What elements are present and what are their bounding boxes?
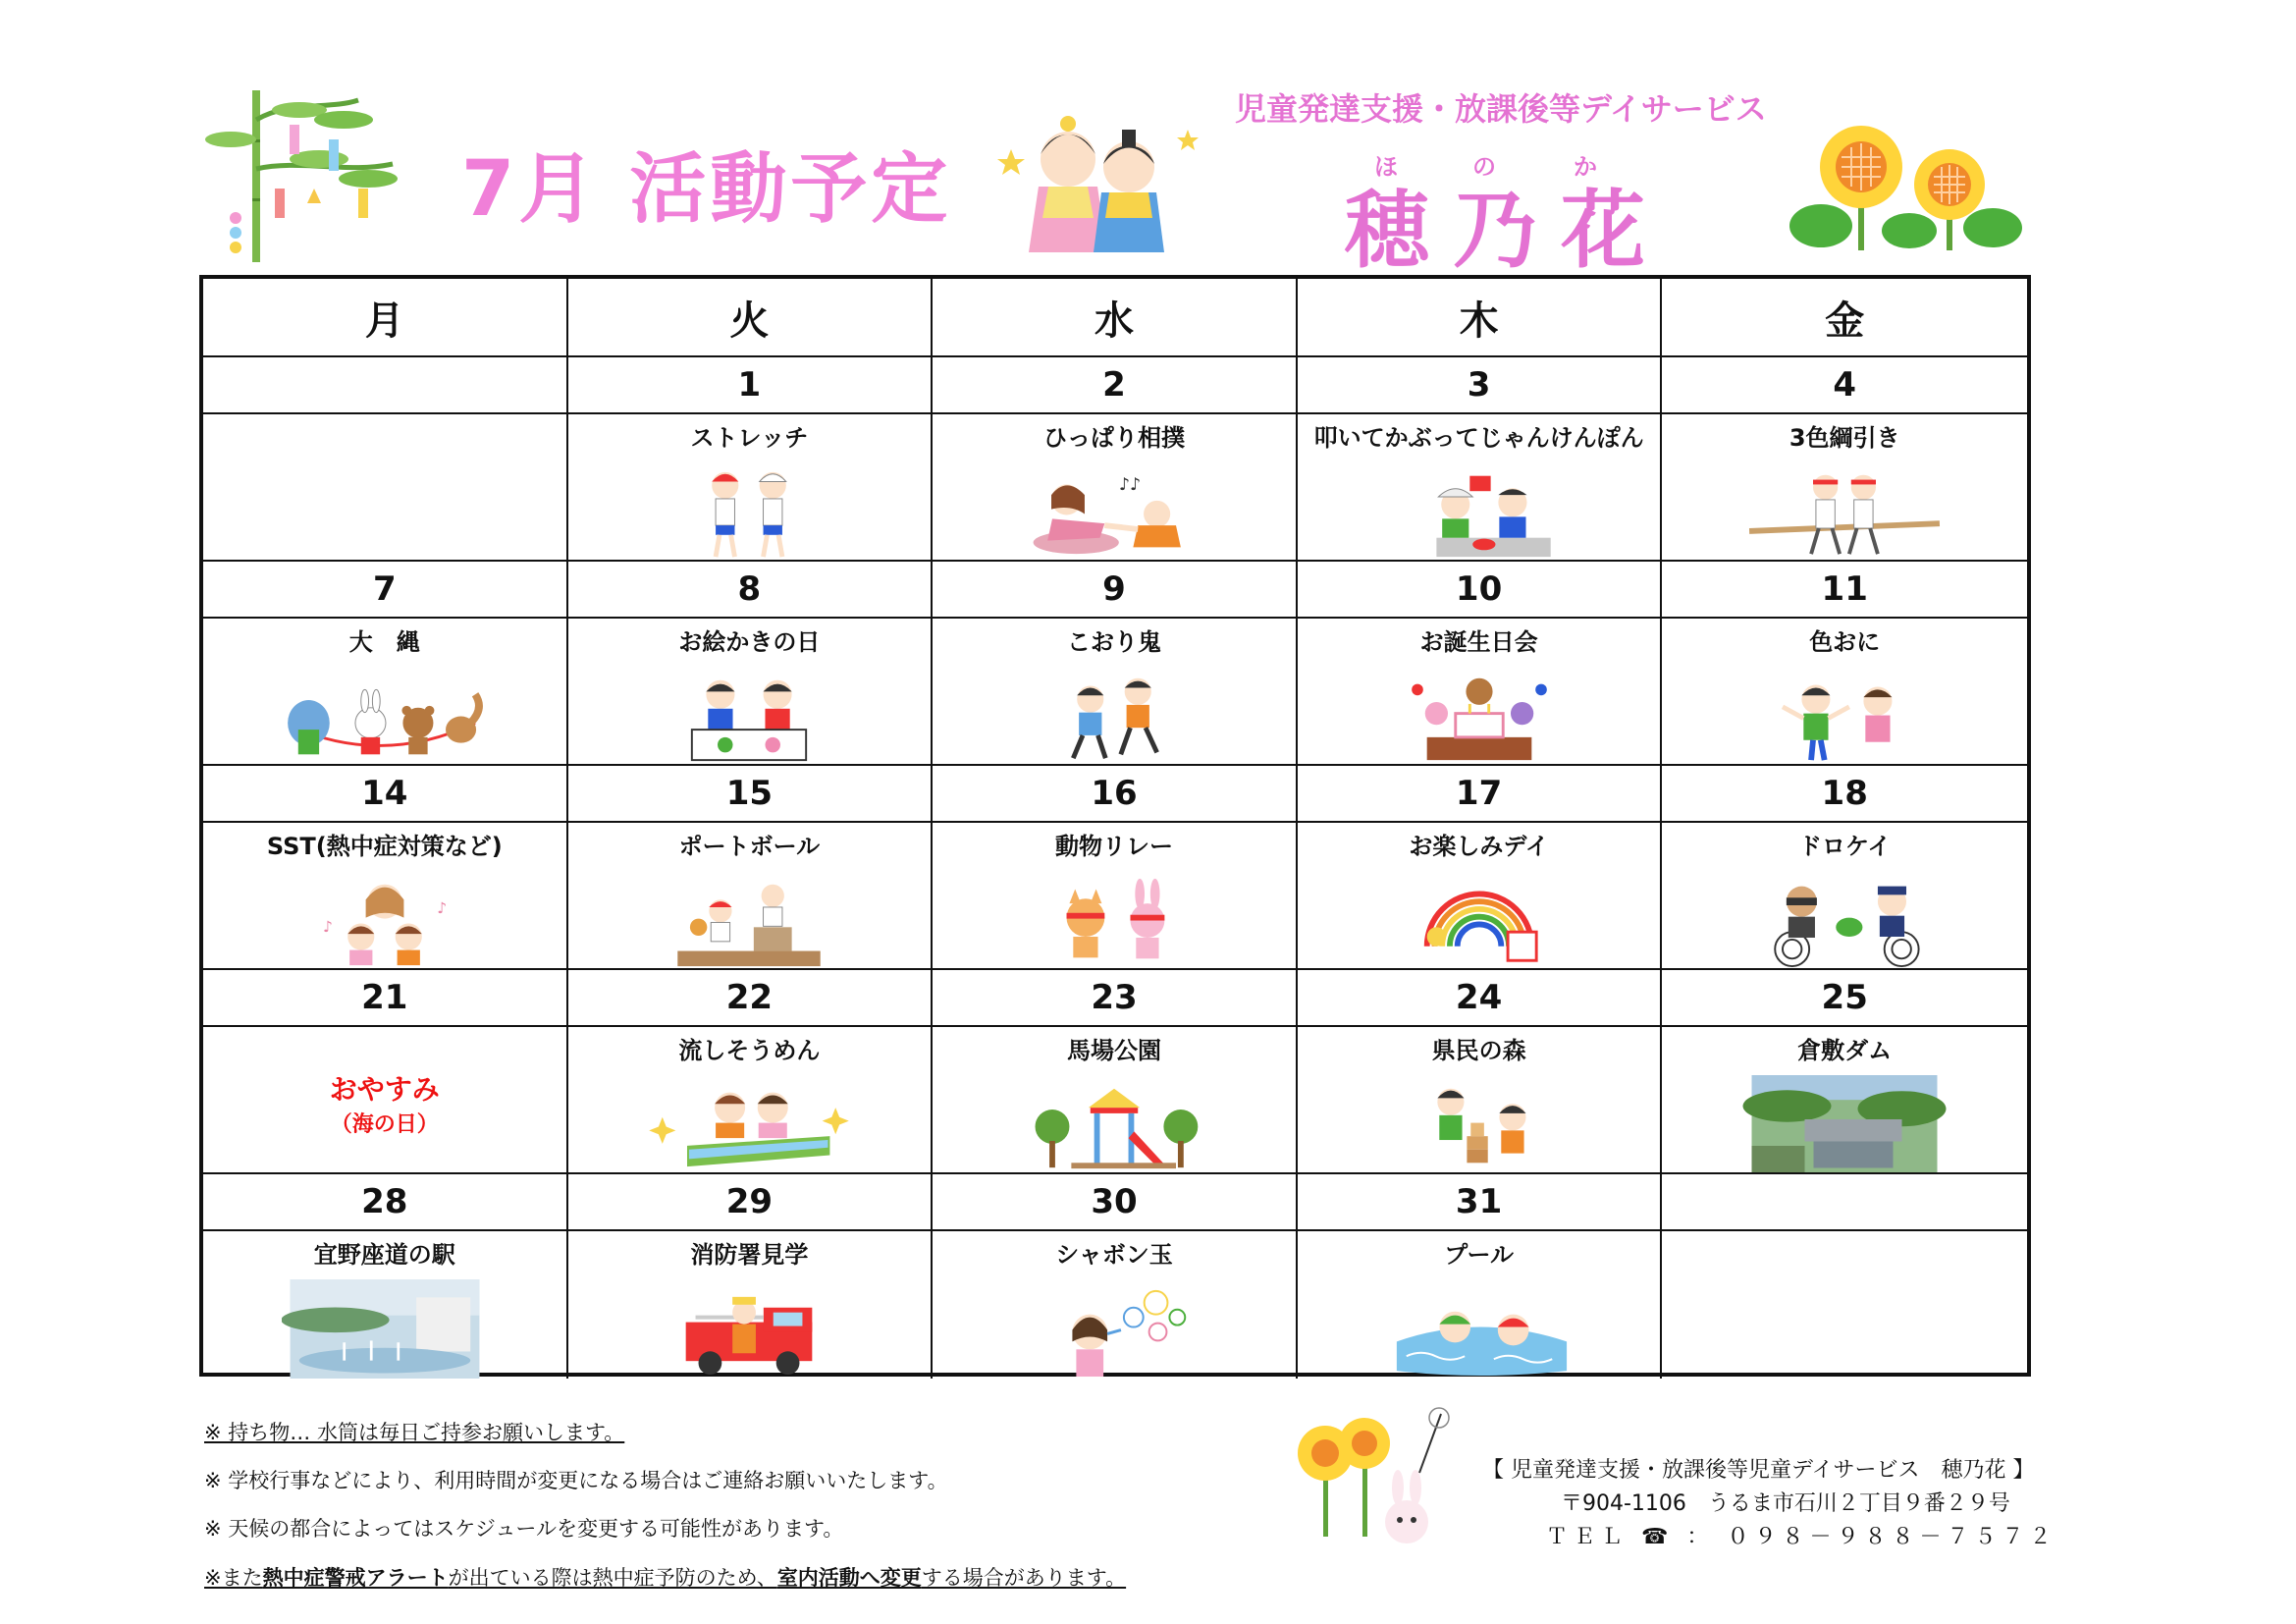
date-cell: 3 [1298,357,1663,414]
activity-cell [933,619,1298,766]
date-cell: 14 [203,766,568,823]
activity-label: 倉敷ダム [1797,1037,1893,1064]
cops-and-robbers-illustration [1741,875,1948,968]
fire-station-illustration [646,1283,852,1379]
ginoza-roadside-station-photo [282,1279,488,1379]
activity-label: シャボン玉 [1055,1241,1173,1269]
animal-relay-illustration [1011,875,1217,968]
date-cell [203,357,568,414]
activity-label: 色おに [1809,628,1881,656]
drawing-day-illustration [646,671,852,764]
weekday-fri: 金 [1662,279,2027,357]
activity-cell [568,823,934,970]
org-category: 児童発達支援・放課後等デイサービス [1235,90,1767,128]
date-cell [1662,1174,2027,1231]
activity-label: 動物リレー [1054,833,1173,860]
page-title: 7月 活動予定 [461,145,952,234]
weekday-tue: 火 [568,279,934,357]
activity-cell [203,1231,568,1379]
org-name-char-3: 花 [1561,182,1669,280]
org-name-char-1: 穂 [1345,182,1453,280]
activity-cell [1298,1231,1663,1379]
date-cell: 25 [1662,970,2027,1027]
svg-text:♪♪: ♪♪ [1118,475,1142,496]
note-heatstroke-indoor: 室内活動へ変更 [776,1566,922,1590]
date-cell: 31 [1298,1174,1663,1231]
tanabata-bamboo-illustration [201,81,407,267]
date-cell: 2 [933,357,1298,414]
activity-cell-empty [1662,1231,2027,1379]
date-cell: 18 [1662,766,2027,823]
contact-tel-number: ０９８－９８８－７５７２ [1727,1525,2057,1549]
note-belongings: ※ 持ち物… 水筒は毎日ご持参お願いします。 [204,1421,625,1444]
activity-label: 3色綱引き [1789,424,1900,452]
sst-family-illustration [282,875,488,968]
activity-cell [1298,823,1663,970]
activity-label: 馬場公園 [1066,1037,1161,1064]
date-cell: 8 [568,562,934,619]
sunflower-illustration [1782,118,2027,255]
date-cell: 16 [933,766,1298,823]
activity-label: お誕生日会 [1419,628,1538,656]
contact-tel-row [1546,1520,2056,1550]
activity-label: お楽しみデイ [1409,833,1549,860]
activity-cell [1662,414,2027,562]
org-ruby-3: か [1574,153,1597,181]
activity-cell [568,1027,934,1174]
date-cell: 30 [933,1174,1298,1231]
activity-cell [1298,414,1663,562]
activity-label: お絵かきの日 [678,628,821,656]
activity-cell-holiday [203,1027,568,1174]
calendar-table [199,275,2031,1377]
note-schedule-change: ※ 学校行事などにより、利用時間が変更になる場合はご連絡お願いいたします。 [204,1469,948,1492]
activity-cell [568,619,934,766]
activity-label: ドロケイ [1798,833,1892,860]
date-cell: 28 [203,1174,568,1231]
weekday-mon: 月 [203,279,568,357]
activity-label: 宜野座道の駅 [313,1241,455,1269]
activity-label: ストレッチ [690,424,809,452]
note-heatstroke-a: ※また [204,1566,263,1590]
activity-label: こおり鬼 [1066,628,1161,656]
org-ruby-2: の [1472,153,1496,181]
wood-blocks-illustration [1376,1079,1582,1172]
date-cell: 21 [203,970,568,1027]
fun-day-rainbow-illustration [1376,875,1582,968]
activity-cell [933,1027,1298,1174]
date-cell: 4 [1662,357,2027,414]
contact-name: 【 児童発達支援・放課後等児童デイサービス 穂乃花 】 [1482,1458,2035,1483]
activity-label: 叩いてかぶってじゃんけんぽん [1313,424,1644,452]
activity-cell [1662,1027,2027,1174]
weekday-thu: 木 [1298,279,1663,357]
org-ruby-1: ほ [1374,153,1398,181]
activity-label: 消防署見学 [690,1241,809,1269]
activity-cell [1662,823,2027,970]
stretch-illustration [646,466,852,560]
date-cell: 11 [1662,562,2027,619]
activity-label: プール [1444,1241,1514,1269]
activity-label: 流しそうめん [678,1037,821,1064]
note-heatstroke [204,1562,1126,1592]
activity-cell-empty [203,414,568,562]
tug-of-war-illustration [1741,466,1948,560]
orihime-hikoboshi-illustration [991,110,1207,257]
activity-cell [568,414,934,562]
svg-text:♪: ♪ [322,918,333,937]
org-name [1345,162,1669,284]
contact-address: 〒904-1106 うるま市石川２丁目９番２９号 [1561,1491,2010,1516]
birthday-party-illustration [1376,671,1582,764]
contact-tel-separator: ： [1686,1525,1715,1549]
sunflower-rabbit-illustration [1294,1404,1451,1546]
activity-cell [1662,619,2027,766]
svg-text:♪: ♪ [437,898,448,917]
color-tag-illustration [1741,671,1948,764]
park-playground-illustration [1011,1079,1217,1172]
pool-swimming-illustration [1376,1283,1582,1379]
holiday-name: （海の日） [330,1112,439,1137]
weekday-wed: 水 [933,279,1298,357]
contact-tel-label: ＴＥＬ [1546,1525,1629,1549]
org-name-char-2: 乃 [1453,182,1561,280]
jump-rope-animals-illustration [282,671,488,764]
date-cell: 29 [568,1174,934,1231]
activity-label: 県民の森 [1431,1037,1526,1064]
janken-game-illustration [1376,466,1582,560]
note-heatstroke-c: が出ている際は熱中症予防のため、 [448,1566,777,1590]
kurashiki-dam-photo [1741,1075,1948,1172]
activity-cell [933,414,1298,562]
soap-bubbles-illustration [1011,1283,1217,1379]
note-weather: ※ 天候の都合によってはスケジュールを変更する可能性があります。 [204,1517,844,1541]
note-heatstroke-e: する場合があります。 [921,1566,1127,1590]
activity-cell [203,619,568,766]
date-cell: 23 [933,970,1298,1027]
activity-cell [933,1231,1298,1379]
note-heatstroke-alert: 熱中症警戒アラート [262,1566,449,1590]
pull-sumo-illustration [1011,466,1217,560]
date-cell: 9 [933,562,1298,619]
nagashi-somen-illustration [646,1079,852,1172]
phone-icon: ☎ [1641,1525,1675,1549]
date-cell: 10 [1298,562,1663,619]
freeze-tag-illustration [1011,671,1217,764]
activity-cell [933,823,1298,970]
activity-cell [1298,1027,1663,1174]
date-cell: 24 [1298,970,1663,1027]
activity-label: 大 縄 [348,628,420,656]
date-cell: 22 [568,970,934,1027]
portball-illustration [646,875,852,968]
activity-cell [568,1231,934,1379]
holiday-label: おやすみ [329,1073,440,1106]
date-cell: 1 [568,357,934,414]
date-cell: 7 [203,562,568,619]
activity-label: SST(熱中症対策など) [266,833,503,860]
date-cell: 15 [568,766,934,823]
activity-cell [1298,619,1663,766]
date-cell: 17 [1298,766,1663,823]
holiday-notice [330,1068,440,1138]
activity-label: ポートボール [678,833,821,860]
activity-label: ひっぱり相撲 [1042,424,1185,452]
activity-cell [203,823,568,970]
